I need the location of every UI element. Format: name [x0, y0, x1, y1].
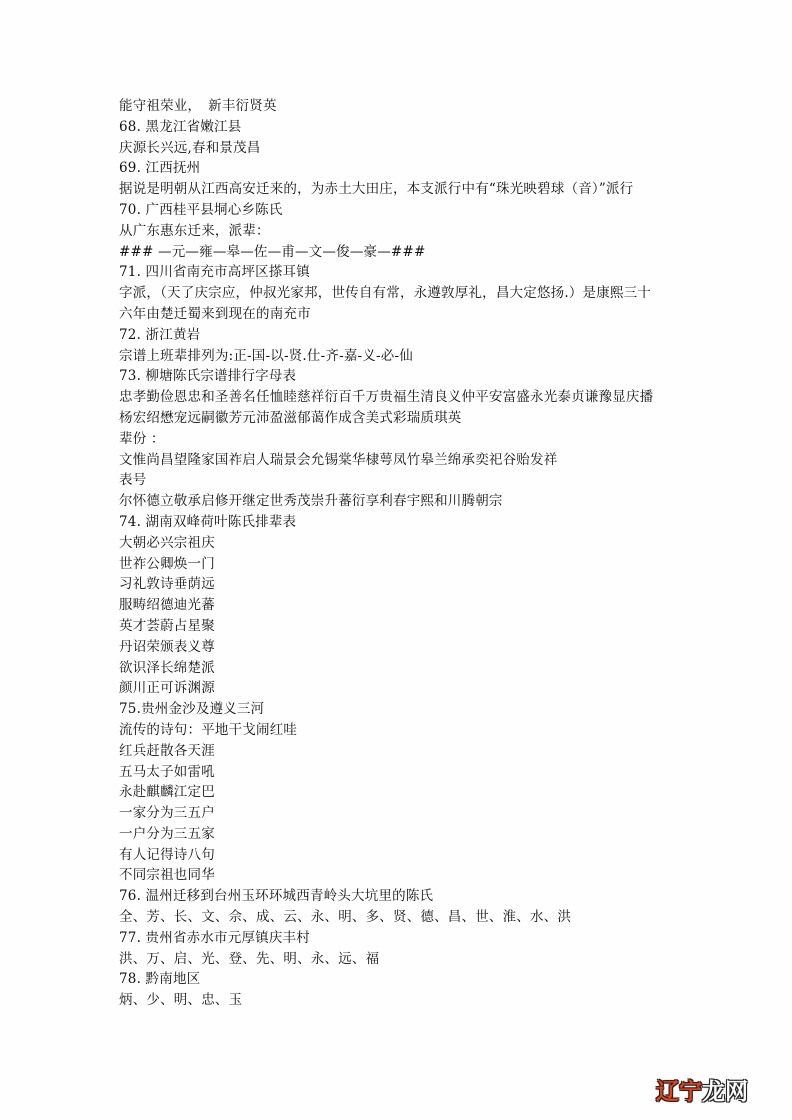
text-line: 英才荟蔚占星聚 [119, 617, 215, 634]
text-line: 习礼敦诗垂荫远 [119, 576, 215, 593]
section-heading-72: 72. 浙江黄岩 [119, 326, 201, 343]
section-heading-74: 74. 湖南双峰荷叶陈氏排辈表 [119, 513, 297, 530]
text-line: 尔怀德立敬承启修开继定世秀茂崇升蕃衍享利春宇熙和川腾朝宗 [119, 493, 503, 510]
text-line: 庆源长兴远,春和景茂昌 [119, 139, 261, 156]
section-heading-69: 69. 江西抚州 [119, 160, 201, 177]
section-heading-68: 68. 黑龙江省嫩江县 [119, 118, 242, 135]
section-heading-77: 77. 贵州省赤水市元厚镇庆丰村 [119, 929, 310, 946]
text-line: 从广东惠东迁来，派辈： [119, 222, 270, 239]
text-line: 一家分为三五户 [119, 805, 215, 822]
text-line: 杨宏绍懋宠远嗣徽芳元沛盈滋郁蔼作成含美式彩瑞质琪英 [119, 409, 462, 426]
section-heading-73: 73. 柳塘陈氏宗谱排行字母表 [119, 368, 297, 385]
text-line: 能守祖荣业， 新丰衍贤英 [119, 98, 277, 114]
text-line: 忠孝勤俭恩忠和圣善名任恤睦慈祥衍百千万贵福生清良义仲平安富盛永光泰贞谦豫显庆播 [119, 389, 654, 406]
text-line: 洪、万、启、光、登、先、明、永、远、福 [119, 950, 380, 967]
text-line: 颜川正可诉渊源 [119, 680, 215, 697]
section-heading-71: 71. 四川省南充市高坪区搽耳镇 [119, 264, 310, 281]
section-heading-75: 75.贵州金沙及遵义三河 [119, 701, 265, 718]
text-line: ### —元—雍—皋—佐—甫—文—俊—豪—### [119, 243, 426, 260]
text-line: 丹诏荣颁表义尊 [119, 638, 215, 655]
text-line: 文惟尚昌望隆家国祚启人瑞景会允锡棠华棣萼凤竹皋兰绵承奕祀谷贻发祥 [119, 451, 558, 468]
text-line: 流传的诗句：平地干戈闹红哇 [119, 721, 298, 738]
text-line: 有人记得诗八句 [119, 846, 215, 863]
text-line: 字派，（天了庆宗应，仲叔光家邦，世传自有常，永遵敦厚礼，昌大定悠扬.）是康熙三十 [119, 285, 652, 302]
section-heading-76: 76. 温州迁移到台州玉环环城西青岭头大坑里的陈氏 [119, 888, 434, 905]
text-line: 全、芳、长、文、佘、成、云、永、明、多、贤、德、昌、世、淮、水、洪 [119, 909, 572, 926]
site-watermark-logo [656, 1073, 748, 1106]
text-line: 红兵赶散各天涯 [119, 742, 215, 759]
watermark-red-text: 辽宁 [656, 1079, 702, 1105]
text-line: 大朝必兴宗祖庆 [119, 534, 215, 551]
document-body [119, 96, 679, 1011]
text-line: 欲识泽长绵楚派 [119, 659, 215, 676]
text-line: 五马太子如雷吼 [119, 763, 215, 780]
watermark-white-text: 龙网 [702, 1079, 748, 1105]
text-line: 永赴麒麟江定巴 [119, 784, 215, 801]
text-line: 不同宗祖也同华 [119, 867, 215, 884]
text-line: 一户分为三五家 [119, 825, 215, 842]
text-line: 表号 [119, 472, 147, 489]
text-line: 据说是明朝从江西高安迁来的，为赤土大田庄，本支派行中有“珠光映碧球（音）”派行 [119, 181, 634, 198]
text-line: 辈份 ： [119, 430, 165, 447]
section-heading-78: 78. 黔南地区 [119, 971, 201, 988]
section-heading-70: 70. 广西桂平县垌心乡陈氏 [119, 201, 283, 218]
text-line: 宗谱上班辈排列为:正-国-以-贤.仕-齐-嘉-义-必-仙 [119, 347, 413, 364]
text-line: 炳、少、明、忠、玉 [119, 992, 243, 1009]
text-line: 世祚公卿焕一门 [119, 555, 215, 572]
text-line: 六年由楚迁蜀来到现在的南充市 [119, 305, 311, 322]
text-line: 服畴绍德迪光蕃 [119, 597, 215, 614]
